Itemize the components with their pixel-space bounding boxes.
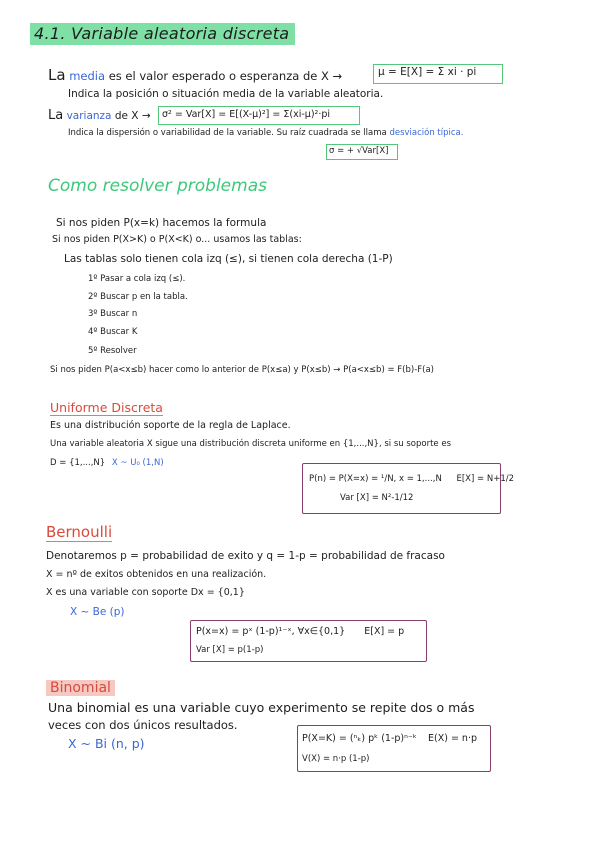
sd-formula: σ = + √Var[X] bbox=[329, 146, 389, 156]
uniforme-support: D = {1,...,N} bbox=[50, 458, 106, 468]
uniforme-variance: Var [X] = N²-1/12 bbox=[340, 493, 414, 503]
media-detail: Indica la posición o situación media de la variable aleatoria. bbox=[68, 88, 384, 100]
varianza-text: de X → bbox=[114, 110, 151, 122]
uniforme-heading: Uniforme Discreta bbox=[50, 400, 163, 415]
varianza-prefix: La bbox=[48, 108, 64, 123]
uniforme-line3 bbox=[50, 458, 164, 468]
varianza-detail bbox=[68, 128, 463, 138]
binomial-pmf: P(X=K) = (ⁿₖ) pᵏ (1-p)ⁿ⁻ᵏ bbox=[302, 733, 417, 744]
media-term: media bbox=[69, 69, 106, 83]
bernoulli-pmf: P(x=x) = pˣ (1-p)¹⁻ˣ, ∀x∈{0,1} bbox=[196, 626, 346, 637]
bernoulli-variance: Var [X] = p(1-p) bbox=[196, 645, 264, 655]
uniforme-box-line1 bbox=[309, 474, 514, 484]
bernoulli-mean: E[X] = p bbox=[364, 626, 405, 637]
como-line1: Si nos piden P(x=k) hacemos la formula bbox=[56, 217, 267, 229]
bernoulli-line1: Denotaremos p = probabilidad de exito y q = 1-p = probabilidad de fracaso bbox=[46, 550, 445, 562]
varianza-line bbox=[48, 108, 151, 123]
bernoulli-box-line1 bbox=[196, 626, 404, 637]
como-line4: Si nos piden P(a<x≤b) hacer como lo anterior de P(x≤a) y P(x≤b) → P(a<x≤b) = F(b)-F(a) bbox=[50, 365, 435, 375]
como-heading: Como resolver problemas bbox=[48, 176, 267, 196]
varianza-term: varianza bbox=[66, 110, 112, 122]
media-formula: μ = E[X] = Σ xi · pi bbox=[378, 66, 477, 78]
binomial-box-line1 bbox=[302, 733, 477, 744]
binomial-heading bbox=[46, 677, 115, 696]
step-3: 3º Buscar n bbox=[88, 309, 138, 319]
page-title bbox=[30, 24, 295, 43]
step-1: 1º Pasar a cola izq (≤). bbox=[88, 274, 186, 284]
como-line2: Si nos piden P(X>K) o P(X<K) o... usamos las tablas: bbox=[52, 234, 302, 245]
uniforme-mean: E[X] = N+1/2 bbox=[456, 474, 515, 484]
como-line3: Las tablas solo tienen cola izq (≤), si tienen cola derecha (1-P) bbox=[64, 253, 393, 265]
uniforme-line1: Es una distribución soporte de la regla de Laplace. bbox=[50, 420, 291, 431]
bernoulli-line3: X es una variable con soporte Dx = {0,1} bbox=[46, 587, 245, 598]
uniforme-line2: Una variable aleatoria X sigue una distribución discreta uniforme en {1,...,N}, si su soporte es bbox=[50, 439, 452, 449]
binomial-mean: E(X) = n·p bbox=[428, 733, 477, 744]
bernoulli-line2: X = nº de exitos obtenidos en una realización. bbox=[46, 569, 267, 580]
varianza-formula: σ² = Var[X] = E[(X-μ)²] = Σ(xi-μ)²·pi bbox=[162, 109, 331, 120]
uniforme-notation: X ~ U₀ (1,N) bbox=[111, 458, 164, 468]
page-title-text: 4.1. Variable aleatoria discreta bbox=[30, 23, 295, 45]
varianza-detail-text: Indica la dispersión o variabilidad de la variable. Su raíz cuadrada se llama bbox=[68, 128, 387, 138]
media-prefix: La bbox=[48, 66, 66, 84]
step-5: 5º Resolver bbox=[88, 346, 137, 356]
binomial-variance: V(X) = n·p (1-p) bbox=[302, 754, 370, 764]
binomial-heading-text: Binomial bbox=[46, 680, 115, 696]
media-line bbox=[48, 66, 342, 84]
bernoulli-heading: Bernoulli bbox=[46, 523, 113, 541]
step-4: 4º Buscar K bbox=[88, 327, 138, 337]
bernoulli-notation: X ~ Be (p) bbox=[70, 606, 125, 618]
binomial-line1: Una binomial es una variable cuyo experimento se repite dos o más bbox=[48, 700, 475, 715]
binomial-line2: veces con dos únicos resultados. bbox=[48, 718, 238, 732]
desviacion-term: desviación típica. bbox=[389, 128, 464, 138]
step-2: 2º Buscar p en la tabla. bbox=[88, 292, 188, 302]
media-text: es el valor esperado o esperanza de X → bbox=[108, 69, 343, 83]
binomial-notation: X ~ Bi (n, p) bbox=[68, 736, 145, 751]
uniforme-pmf: P(n) = P(X=x) = ¹/N, x = 1,...,N bbox=[309, 474, 442, 484]
uniforme-box bbox=[302, 463, 501, 514]
